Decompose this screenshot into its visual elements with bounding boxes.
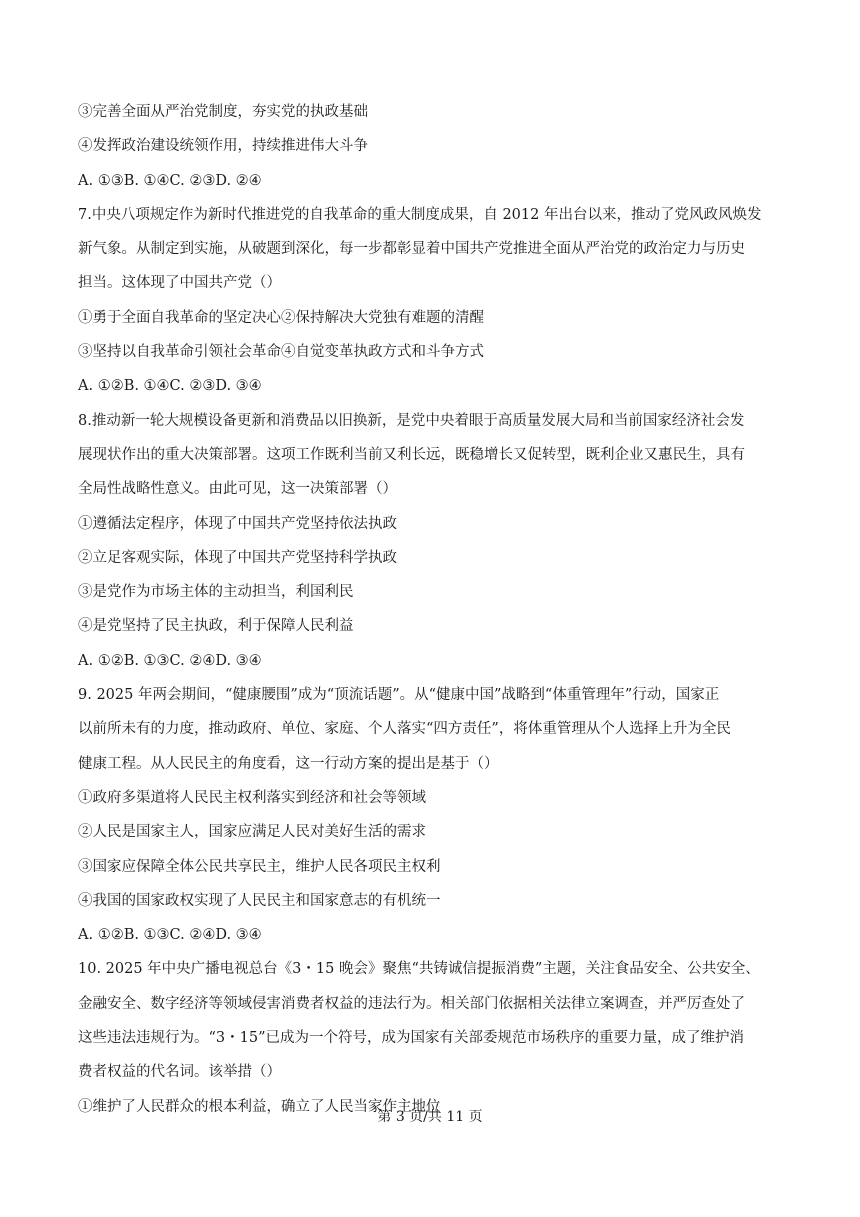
question-9-stem: 9. 2025 年两会期间，“健康腰围”成为“顶流话题”。从“健康中国”战略到“体重管理年”行动，国家正 [78, 687, 720, 704]
question-7-stem: 新气象。从制定到实施，从破题到深化，每一步都彰显着中国共产党推进全面从严治党的政治定力与历史 [78, 241, 745, 258]
answer-options: A. ①②B. ①③C. ②④D. ③④ [78, 927, 262, 944]
text-line: ③坚持以自我革命引领社会革命④自觉变革执政方式和斗争方式 [78, 344, 484, 361]
question-9-stem: 健康工程。从人民民主的角度看，这一行动方案的提出是基于（） [78, 755, 499, 772]
question-10-stem: 这些违法违规行为。“3・15”已成为一个符号，成为国家有关部委规范市场秩序的重要力量，成了维护消 [78, 1030, 744, 1047]
question-8-stem: 8.推动新一轮大规模设备更新和消费品以旧换新，是党中央着眼于高质量发展大局和当前国家经济社会发 [78, 412, 745, 429]
question-7-stem: 担当。这体现了中国共产党（） [78, 275, 281, 292]
text-line: ④是党坚持了民主执政，利于保障人民利益 [78, 618, 354, 635]
text-line: ④发挥政治建设统领作用，持续推进伟大斗争 [78, 138, 368, 155]
question-9-stem: 以前所未有的力度，推动政府、单位、家庭、个人落实“四方责任”，将体重管理从个人选择上升为全民 [78, 721, 731, 738]
question-8-stem: 全局性战略性意义。由此可见，这一决策部署（） [78, 481, 397, 498]
question-7-stem: 7.中央八项规定作为新时代推进党的自我革命的重大制度成果，自 2012 年出台以来，推动了党风政风焕发 [78, 206, 762, 223]
answer-options: A. ①③B. ①④C. ②③D. ②④ [78, 172, 262, 189]
answer-options: A. ①②B. ①④C. ②③D. ③④ [78, 378, 262, 395]
text-line: ②人民是国家主人，国家应满足人民对美好生活的需求 [78, 824, 426, 841]
answer-options: A. ①②B. ①③C. ②④D. ③④ [78, 652, 262, 669]
text-line: ③国家应保障全体公民共享民主，维护人民各项民主权利 [78, 858, 441, 875]
text-line: ③是党作为市场主体的主动担当，利国利民 [78, 584, 354, 601]
text-line: ①勇于全面自我革命的坚定决心②保持解决大党独有难题的清醒 [78, 309, 484, 326]
text-line: ①遵循法定程序，体现了中国共产党坚持依法执政 [78, 515, 397, 532]
page-footer: 第 3 页/共 11 页 [377, 1109, 483, 1125]
text-line: ①维护了人民群众的根本利益，确立了人民当家作主地位 [78, 1098, 441, 1115]
text-line: ③完善全面从严治党制度，夯实党的执政基础 [78, 104, 368, 120]
question-10-stem: 10. 2025 年中央广播电视总台《3・15 晚会》聚焦“共铸诚信提振消费”主题，关注食品安全、公共安全、 [78, 961, 760, 978]
text-line: ②立足客观实际，体现了中国共产党坚持科学执政 [78, 549, 397, 566]
text-line: ④我国的国家政权实现了人民民主和国家意志的有机统一 [78, 892, 441, 909]
question-10-stem: 费者权益的代名词。该举措（） [78, 1064, 281, 1081]
question-10-stem: 金融安全、数字经济等领域侵害消费者权益的违法行为。相关部门依据相关法律立案调查，并严厉查处了 [78, 995, 745, 1012]
text-line: ①政府多渠道将人民民主权利落实到经济和社会等领域 [78, 789, 426, 806]
question-8-stem: 展现状作出的重大决策部署。这项工作既利当前又利长远，既稳增长又促转型，既利企业又惠民生，具有 [78, 446, 745, 463]
document-body [78, 95, 793, 1124]
